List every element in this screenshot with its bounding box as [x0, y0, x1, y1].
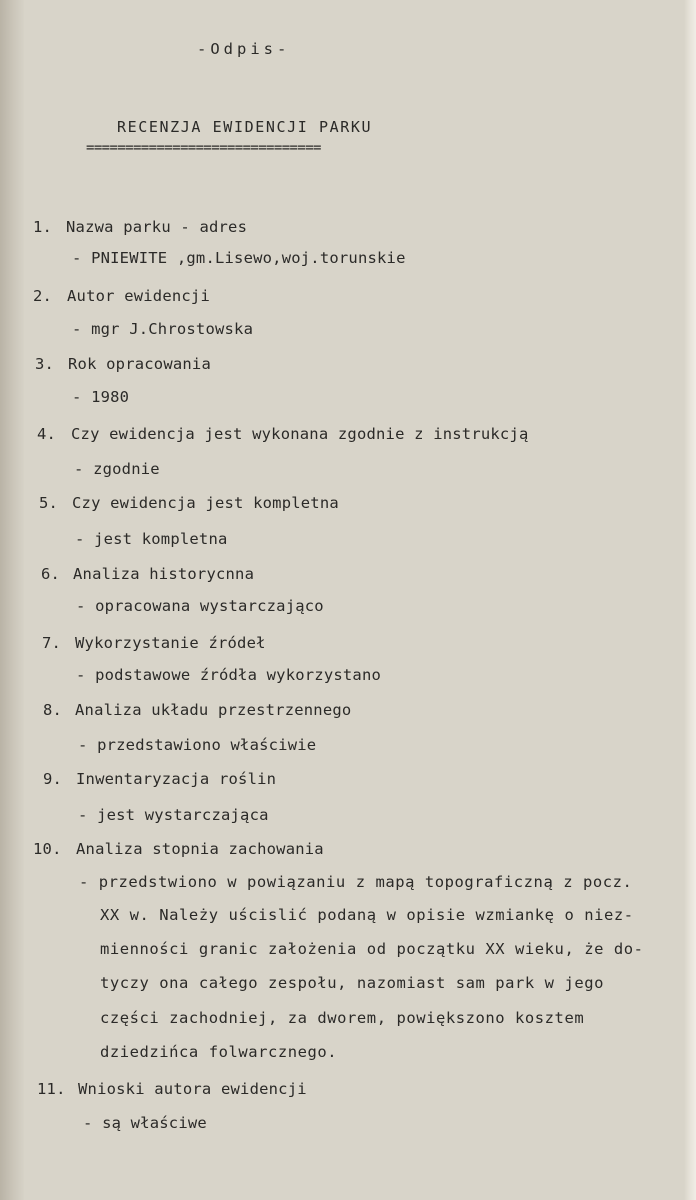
item-answer-line: - przedstwiono w powiązaniu z mapą topograficzną z pocz. — [79, 873, 633, 891]
item-number: 4. — [37, 425, 57, 443]
item-answer-line: mienności granic założenia od początku XX wieku, że do- — [100, 940, 644, 958]
item-answer: - zgodnie — [74, 460, 160, 478]
item-label: Wnioski autora ewidencji — [78, 1080, 307, 1098]
item-number: 10. — [33, 840, 62, 858]
item-number: 6. — [41, 565, 61, 583]
item-number: 1. — [33, 218, 53, 236]
item-label: Inwentaryzacja roślin — [76, 770, 277, 788]
title-underline: ============================== — [86, 140, 321, 156]
item-label: Czy ewidencja jest wykonana zgodnie z instrukcją — [71, 425, 529, 443]
item-number: 7. — [42, 634, 62, 652]
item-answer-line: tyczy ona całego zespołu, nazomiast sam park w jego — [100, 974, 604, 992]
item-label: Autor ewidencji — [67, 287, 210, 305]
item-answer: - 1980 — [72, 388, 130, 406]
item-answer-line: XX w. Należy uścislić podaną w opisie wzmiankę o niez- — [100, 906, 634, 924]
item-label: Wykorzystanie źródeł — [75, 634, 266, 652]
item-label: Czy ewidencja jest kompletna — [72, 494, 339, 512]
item-answer: - są właściwe — [83, 1114, 207, 1132]
item-label: Analiza historycnna — [73, 565, 255, 583]
item-answer-line: dziedzińca folwarcznego. — [100, 1043, 338, 1061]
item-number: 11. — [37, 1080, 66, 1098]
item-answer: - jest kompletna — [75, 530, 228, 548]
item-answer: - PNIEWITE ,gm.Lisewo,woj.torunskie — [72, 249, 406, 267]
document-title: RECENZJA EWIDENCJI PARKU — [117, 118, 373, 136]
item-number: 5. — [39, 494, 59, 512]
item-label: Nazwa parku - adres — [66, 218, 248, 236]
item-answer: - mgr J.Chrostowska — [72, 320, 254, 338]
item-number: 9. — [43, 770, 63, 788]
item-answer: - jest wystarczająca — [78, 806, 269, 824]
item-answer: - przedstawiono właściwie — [78, 736, 317, 754]
item-number: 8. — [43, 701, 63, 719]
document-header: -Odpis- — [197, 40, 291, 58]
item-answer: - opracowana wystarczająco — [76, 597, 324, 615]
item-answer: - podstawowe źródła wykorzystano — [76, 666, 382, 684]
item-number: 2. — [33, 287, 53, 305]
item-number: 3. — [35, 355, 55, 373]
item-label: Analiza układu przestrzennego — [75, 701, 352, 719]
item-answer-line: części zachodniej, za dworem, powiększono kosztem — [100, 1009, 585, 1027]
item-label: Rok opracowania — [68, 355, 211, 373]
item-label: Analiza stopnia zachowania — [76, 840, 324, 858]
